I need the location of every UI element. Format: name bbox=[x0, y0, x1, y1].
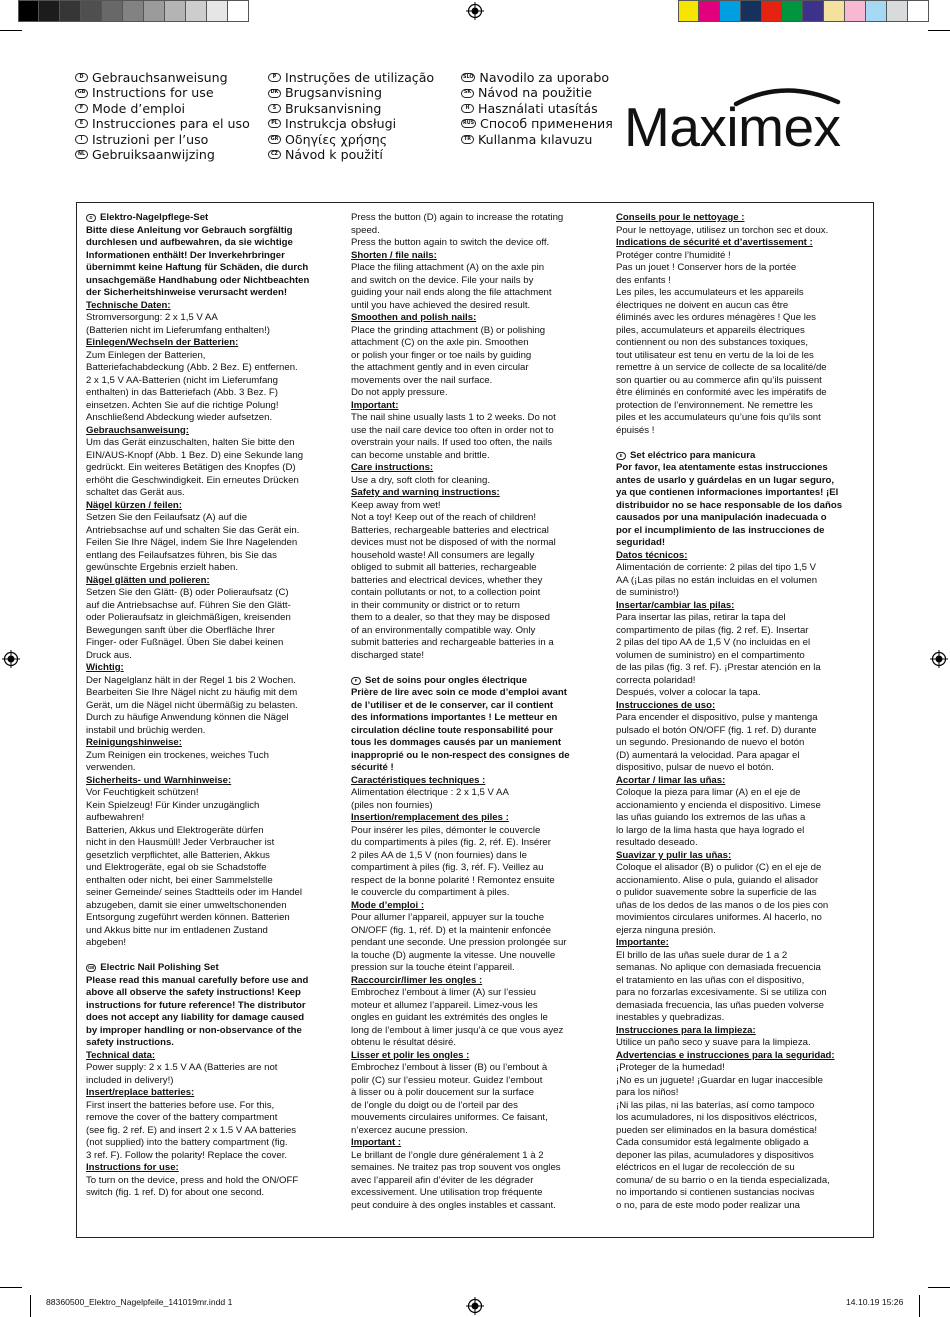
country-code-badge: S bbox=[268, 104, 281, 113]
language-list-3 bbox=[461, 70, 613, 147]
country-code-badge: DK bbox=[268, 89, 281, 98]
gray-swatch bbox=[102, 0, 123, 22]
subheading: Suavizar y pulir las uñas: bbox=[616, 849, 732, 861]
language-label: Gebruiksaanwijzing bbox=[92, 146, 215, 162]
paragraph: Alimentación de corriente: 2 pilas del tipo 1,5 V AA (¡Las pilas no están incluidas en el volumen de suministro!) bbox=[616, 562, 818, 598]
gray-swatch bbox=[39, 0, 60, 22]
paragraph: Place the filing attachment (A) on the axle pin and switch on the device. File your nails by guiding your nail ends along the file attachment until you have achieved the desired result. bbox=[351, 262, 552, 311]
grayscale-color-bar bbox=[18, 0, 249, 22]
registration-mark-icon bbox=[466, 1297, 484, 1315]
country-code-badge: I bbox=[75, 135, 88, 144]
intro-paragraph: Prière de lire avec soin ce mode d’emploi avant de l’utiliser et de le conserver, car il contient des informations importantes ! Le metteur en circulation décline toute responsabilité pour tous les dommages causés par un maniement inapproprié ou le non-respect des consignes de sécurité ! bbox=[351, 687, 570, 773]
gray-swatch bbox=[60, 0, 81, 22]
subheading: Insertion/remplacement des piles : bbox=[351, 812, 509, 823]
paragraph: Place the grinding attachment (B) or polishing attachment (C) on the axle pin. Smoothen or polish your finger or toe nails by guiding the attachment gently and in even circular movements over the nail surface. Do not apply pressure. bbox=[351, 324, 546, 398]
section-title-text: Elektro-Nagelpflege-Set bbox=[100, 212, 209, 223]
country-code-badge: NL bbox=[75, 150, 88, 159]
language-item bbox=[268, 147, 434, 162]
gray-swatch bbox=[207, 0, 228, 22]
subheading: Sicherheits- und Warnhinweise: bbox=[86, 774, 232, 786]
subheading: Nägel glätten und polieren: bbox=[86, 574, 210, 586]
intro-paragraph: Bitte diese Anleitung vor Gebrauch sorgfältig durchlesen und aufbewahren, da sie wichtige Informationen enthält! Der Inverkehrbringer übernimmt keine Haftung für Schäden, die durch unsachgemäße Handhabung oder Nichtbeachten der Sicherheitshinweise verursacht werden! bbox=[86, 224, 310, 298]
paragraph: ¡Proteger de la humedad! ¡No es un juguete! ¡Guardar en lugar inaccesible para los niños! ¡Ni las pilas, ni las baterías, así como tampoco los acumuladores, ni los dispositivos eléctricos, pueden ser eliminados en la basura doméstica! Cada consumidor está legalmente obligado a deponer las pilas, acumuladores y dispositivos eléctricos en el lugar de recolección de su comuna/ de su barrio o en la tienda especializada, no importando si contienen sustancias nocivas o no, para de este modo poder realizar una bbox=[616, 1062, 830, 1211]
section-title bbox=[86, 212, 322, 225]
crop-mark bbox=[0, 1287, 22, 1288]
registration-mark-icon bbox=[466, 2, 484, 20]
gray-swatch bbox=[228, 0, 249, 22]
spacer bbox=[86, 950, 322, 963]
subheading: Insert/replace batteries: bbox=[86, 1087, 195, 1098]
crop-mark bbox=[0, 30, 22, 31]
section-title-text: Electric Nail Polishing Set bbox=[100, 962, 219, 973]
language-item bbox=[268, 85, 434, 100]
paragraph: Setzen Sie den Feilaufsatz (A) auf die Antriebsachse auf und schalten Sie das Gerät ein. Feilen Sie Ihre Nägel, indem Sie Ihre Nagelenden entlang des Feilaufsatzes führen, bis Sie das gewünschte Ergebnis erzielt haben. bbox=[86, 512, 300, 573]
subheading: Lisser et polir les ongles : bbox=[351, 1049, 470, 1061]
subheading: Advertencias e instrucciones para la seguridad: bbox=[616, 1049, 835, 1061]
crop-mark bbox=[919, 1295, 920, 1317]
language-label: Bruksanvisning bbox=[285, 100, 382, 116]
language-item bbox=[75, 70, 250, 85]
subheading: Gebrauchsanweisung: bbox=[86, 424, 189, 436]
subheading: Wichtig: bbox=[86, 662, 124, 673]
paragraph: El brillo de las uñas suele durar de 1 a 2 semanas. No aplique con demasiada frecuencia el tratamiento en las uñas con el dispositivo, para no forzarlas excesivamente. Si se utiliza con demasiada frecuencia, las uñas pueden volverse inestables y quebradizas. bbox=[616, 949, 827, 1023]
language-item bbox=[461, 70, 613, 85]
subheading: Important: bbox=[351, 399, 399, 411]
color-swatch bbox=[866, 0, 887, 22]
paragraph: Vor Feuchtigkeit schützen! Kein Spielzeug! Für Kinder unzugänglich aufbewahren! Batterien, Akkus und Elektrogeräte dürfen nicht in den Hausmüll! Jeder Verbraucher ist gesetzlich verpflichtet, alle Batterien, Akkus und Elektrogeräte, egal ob sie Schadstoffe enthalten oder nicht, bei einer Sammelstelle seiner Gemeinde/ seines Stadtteils oder im Handel abzugeben, damit sie einer umweltschonenden Entsorgung zugeführt werden können. Batterien und Akkus bitte nur im entladenen Zustand abgeben! bbox=[86, 787, 302, 948]
language-item bbox=[461, 85, 613, 100]
language-label: Instrucciones para el uso bbox=[92, 116, 250, 132]
gray-swatch bbox=[165, 0, 186, 22]
paragraph: Pour allumer l’appareil, appuyer sur la touche ON/OFF (fig. 1, réf. D) et la maintenir enfoncée pendant une seconde. Une pression prolongée sur la touche (D) augmente la vitesse. Une nouvelle pression sur la touche éteint l’appareil. bbox=[351, 912, 567, 973]
paragraph: Le brillant de l’ongle dure généralement 1 à 2 semaines. Ne traitez pas trop souvent vos ongles avec l’appareil afin d’éviter de les dégrader excessivement. Une utilisation trop fréquente peut conduire à des ongles instables et cassant. bbox=[351, 1149, 561, 1211]
language-label: Οδηγίες χρήσης bbox=[285, 131, 388, 147]
language-label: Instructions for use bbox=[92, 85, 214, 101]
gray-swatch bbox=[144, 0, 165, 22]
language-item bbox=[75, 132, 250, 147]
paragraph: To turn on the device, press and hold the ON/OFF switch (fig. 1 ref. D) for about one second. bbox=[86, 1174, 299, 1198]
language-item bbox=[268, 101, 434, 116]
country-code-badge: GR bbox=[268, 135, 281, 144]
subheading: Caractéristiques techniques : bbox=[351, 774, 486, 786]
color-swatch bbox=[824, 0, 845, 22]
color-swatch bbox=[887, 0, 908, 22]
language-item bbox=[268, 132, 434, 147]
paragraph: First insert the batteries before use. For this, remove the cover of the battery compartment (see fig. 2 ref. E) and insert 2 x 1.5 V AA batteries (not supplied) into the battery compartment (fig. 3 ref. F). Follow the polarity! Replace the cover. bbox=[86, 1099, 297, 1161]
gray-swatch bbox=[81, 0, 102, 22]
subheading: Important : bbox=[351, 1137, 402, 1148]
footer-timestamp: 14.10.19 15:26 bbox=[846, 1297, 904, 1307]
section-title bbox=[351, 675, 587, 688]
process-color-bar bbox=[678, 0, 929, 22]
language-label: Instrukcja obsługi bbox=[285, 116, 397, 132]
paragraph: Zum Reinigen ein trockenes, weiches Tuch verwenden. bbox=[86, 749, 269, 773]
language-item bbox=[75, 147, 250, 162]
subheading: Instrucciones para la limpieza: bbox=[616, 1024, 756, 1036]
language-list-1 bbox=[75, 70, 250, 162]
paragraph: Der Nagelglanz hält in der Regel 1 bis 2 Wochen. Bearbeiten Sie Ihre Nägel nicht zu häufig mit dem Gerät, um die Nägel nicht übermäßig zu belasten. Durch zu häufige Anwendung können die Nägel instabil und brüchig werden. bbox=[86, 674, 298, 736]
crop-mark bbox=[30, 1295, 31, 1317]
country-code-badge: E bbox=[616, 452, 626, 460]
language-label: Navodilo za uporabo bbox=[479, 70, 610, 85]
color-swatch bbox=[720, 0, 741, 22]
subheading: Instructions for use: bbox=[86, 1162, 179, 1173]
language-label: Kullanma kılavuzu bbox=[478, 131, 593, 147]
color-swatch bbox=[782, 0, 803, 22]
maximex-logo bbox=[624, 82, 880, 162]
color-swatch bbox=[908, 0, 929, 22]
language-item bbox=[75, 101, 250, 116]
country-code-badge: PL bbox=[268, 119, 281, 128]
subheading: Einlegen/Wechseln der Batterien: bbox=[86, 337, 239, 348]
country-code-badge: H bbox=[461, 104, 474, 113]
paragraph: Coloque el alisador (B) o pulidor (C) en el eje de accionamiento. Alise o pula, guiando el alisador o pulidor suavemente sobre la superficie de las uñas de los dedos de las manos o de los pies con movimientos circulares uniformes. Al hacerlo, no ejerza ninguna presión. bbox=[616, 862, 829, 936]
language-list-2 bbox=[268, 70, 434, 162]
paragraph: Pour le nettoyage, utilisez un torchon sec et doux. bbox=[616, 224, 829, 236]
country-code-badge: D bbox=[86, 214, 96, 222]
language-label: Istruzioni per l’uso bbox=[92, 131, 209, 147]
section-title bbox=[86, 962, 322, 975]
subheading: Care instructions: bbox=[351, 462, 434, 473]
gray-swatch bbox=[123, 0, 144, 22]
subheading: Insertar/cambiar las pilas: bbox=[616, 599, 735, 611]
language-item bbox=[268, 70, 434, 85]
paragraph: Embrochez l’embout à limer (A) sur l’essieu moteur et allumez l’appareil. Limez-vous les ongles en guidant les extrémités des ongles le long de l’embout à limer jusqu’à ce que vous ayez obtenu le résultat désiré. bbox=[351, 987, 564, 1048]
paragraph: Um das Gerät einzuschalten, halten Sie bitte den EIN/AUS-Knopf (Abb. 1 Bez. D) eine Sekunde lang gedrückt. Ein weiteres Betätigen des Knopfes (D) erhöht die Geschwindigkeit. Ein erneutes Drücken schaltet das Gerät aus. bbox=[86, 437, 304, 498]
subheading: Safety and warning instructions: bbox=[351, 487, 500, 498]
paragraph: Power supply: 2 x 1.5 V AA (Batteries are not included in delivery!) bbox=[86, 1062, 278, 1086]
language-item bbox=[461, 116, 613, 131]
language-label: Brugsanvisning bbox=[285, 85, 383, 101]
subheading: Indications de sécurité et d’avertissement : bbox=[616, 237, 813, 248]
paragraph: Alimentation électrique : 2 x 1,5 V AA (piles non fournies) bbox=[351, 787, 509, 811]
section-title bbox=[616, 450, 852, 463]
country-code-badge: GB bbox=[75, 89, 88, 98]
subheading: Reinigungshinweise: bbox=[86, 737, 182, 748]
language-item bbox=[75, 116, 250, 131]
paragraph: Pour insérer les piles, démonter le couvercle du compartiments à piles (fig. 2, réf. E). Insérer 2 piles AA de 1,5 V (non fournies) dans le compartiment à piles (fig. 3, réf. F). Veillez au respect de la bonne polarité ! Remontez ensuite le couvercle du compartiment à piles. bbox=[351, 824, 555, 898]
text-column-2 bbox=[351, 212, 587, 1212]
paragraph: Coloque la pieza para limar (A) en el eje de accionamiento y encienda el dispositivo. Limese las uñas guiando los extremos de las uñas a lo largo de la lima hasta que haya logrado el resultado deseado. bbox=[616, 787, 821, 848]
paragraph: Embrochez l’embout à lisser (B) ou l’embout à polir (C) sur l’essieu moteur. Guidez l’embout à lisser ou à polir doucement sur la surface de l’ongle du doigt ou de l’orteil par des mouvements circulaires uniformes. Ce faisant, n’exercez aucune pression. bbox=[351, 1062, 548, 1136]
country-code-badge: F bbox=[75, 104, 88, 113]
text-column-3 bbox=[616, 212, 852, 1212]
color-swatch bbox=[741, 0, 762, 22]
spacer bbox=[351, 662, 587, 675]
subheading: Instrucciones de uso: bbox=[616, 699, 716, 711]
registration-mark-icon bbox=[930, 650, 948, 668]
color-swatch bbox=[699, 0, 720, 22]
language-label: Mode d’emploi bbox=[92, 100, 186, 116]
country-code-badge: F bbox=[351, 677, 361, 685]
language-item bbox=[461, 101, 613, 116]
spacer bbox=[616, 437, 852, 450]
paragraph: Press the button (D) again to increase the rotating speed. Press the button again to switch the device off. bbox=[351, 212, 564, 248]
country-code-badge: GB bbox=[86, 964, 96, 972]
language-item bbox=[268, 116, 434, 131]
subheading: Technical data: bbox=[86, 1049, 156, 1061]
text-column-1 bbox=[86, 212, 322, 1200]
country-code-badge: SLO bbox=[461, 73, 475, 82]
registration-mark-icon bbox=[2, 650, 20, 668]
subheading: Nägel kürzen / feilen: bbox=[86, 499, 182, 511]
crop-mark bbox=[928, 30, 950, 31]
subheading: Datos técnicos: bbox=[616, 549, 688, 561]
country-code-badge: TR bbox=[461, 135, 474, 144]
subheading: Mode d’emploi : bbox=[351, 899, 425, 911]
intro-paragraph: Por favor, lea atentamente estas instrucciones antes de usarlo y guárdelas en un lugar seguro, ya que contienen informaciones importantes! ¡El distribuidor no se hace responsable de los daños causados por una manipulación inadecuada o por el incumplimiento de las instrucciones de seguridad! bbox=[616, 462, 843, 548]
subheading: Smoothen and polish nails: bbox=[351, 312, 477, 323]
language-label: Návod k použití bbox=[285, 146, 383, 162]
subheading: Importante: bbox=[616, 937, 669, 948]
paragraph: Stromversorgung: 2 x 1,5 V AA (Batterien nicht im Lieferumfang enthalten!) bbox=[86, 312, 270, 336]
color-swatch bbox=[845, 0, 866, 22]
country-code-badge: D bbox=[75, 73, 88, 82]
subheading: Conseils pour le nettoyage : bbox=[616, 212, 745, 223]
country-code-badge: E bbox=[75, 119, 88, 128]
paragraph: Utilice un paño seco y suave para la limpieza. bbox=[616, 1037, 811, 1048]
color-swatch bbox=[803, 0, 824, 22]
subheading: Acortar / limar las uñas: bbox=[616, 774, 726, 786]
section-title-text: Set de soins pour ongles électrique bbox=[365, 674, 528, 686]
language-label: Способ применения bbox=[480, 116, 613, 132]
gray-swatch bbox=[186, 0, 207, 22]
country-code-badge: RUS bbox=[461, 119, 476, 128]
color-swatch bbox=[762, 0, 783, 22]
language-label: Návod na použitie bbox=[478, 85, 592, 101]
section-title-text: Set eléctrico para manicura bbox=[630, 449, 756, 461]
country-code-badge: SK bbox=[461, 89, 474, 98]
paragraph: Protéger contre l’humidité ! Pas un jouet ! Conserver hors de la portée des enfants ! Les piles, les accumulateurs et les appareils électriques ne doivent en aucun cas être éliminés avec les ordures ménagères ! Que les piles, accumulateurs et appareils électriques contiennent ou non des substances toxiques, tout utilisateur est tenu en vertu de la loi de les remettre à un service de collecte de sa localité/de son quartier ou au commerce afin qu’ils puissent être éliminés en conformité avec les impératifs de protection de l’environnement. Ne remettre les piles et les accumulateurs qu’une fois qu’ils sont épuisés ! bbox=[616, 249, 827, 436]
paragraph: Setzen Sie den Glätt- (B) oder Polieraufsatz (C) auf die Antriebsachse auf. Führen Sie den Glätt- oder Polieraufsatz in gleichmäßigen, kreisenden Bewegungen sanft über die Oberfläche Ihrer Finger- oder Fußnägel. Üben Sie dabei keinen Druck aus. bbox=[86, 587, 291, 661]
gray-swatch bbox=[18, 0, 39, 22]
paragraph: Para insertar las pilas, retirar la tapa del compartimento de pilas (fig. 2 ref. E). Insertar 2 pilas del tipo AA de 1,5 V (no incluidas en el volumen de suministro) en el compartimento de las pilas (fig. 3 ref. F). ¡Prestar atención en la correcta polaridad! Después, volver a colocar la tapa. bbox=[616, 612, 821, 698]
paragraph: Keep away from wet! Not a toy! Keep out of the reach of children! Batteries, rechargeable batteries and electrical devices must not be disposed of with the normal household waste! All consumers are legally obliged to submit all batteries, rechargeable batteries and electrical devices, whether they contain pollutants or not, to a collection point in their community or district or to return them to a dealer, so that they may be disposed of an environmentally compatible way. Only submit batteries and rechargeable batteries in a discharged state! bbox=[351, 499, 556, 661]
subheading: Raccourcir/limer les ongles : bbox=[351, 974, 483, 986]
language-label: Instruções de utilização bbox=[285, 70, 435, 85]
subheading: Shorten / file nails: bbox=[351, 249, 437, 261]
crop-mark bbox=[928, 1287, 950, 1288]
intro-paragraph: Please read this manual carefully before use and above all observe the safety instructions! Keep instructions for future reference! The distributor does not accept any liability for damage caused by improper handling or non-observance of the safety instructions. bbox=[86, 974, 309, 1048]
country-code-badge: CZ bbox=[268, 150, 281, 159]
language-label: Használati utasítás bbox=[478, 100, 598, 116]
logo-wordmark: Maximex bbox=[624, 96, 841, 158]
language-label: Gebrauchsanweisung bbox=[92, 70, 228, 85]
color-swatch bbox=[678, 0, 699, 22]
paragraph: Para encender el dispositivo, pulse y mantenga pulsado el botón ON/OFF (fig. 1 ref. D) durante un segundo. Presionando de nuevo el botón (D) aumentará la velocidad. Para apagar el dispositivo, pulsar de nuevo el botón. bbox=[616, 712, 818, 773]
language-item bbox=[75, 85, 250, 100]
paragraph: Use a dry, soft cloth for cleaning. bbox=[351, 474, 490, 486]
country-code-badge: P bbox=[268, 73, 281, 82]
language-item bbox=[461, 132, 613, 147]
paragraph: The nail shine usually lasts 1 to 2 weeks. Do not use the nail care device too often in order not to overstrain your nails. If used too often, the nails can become unstable and brittle. bbox=[351, 412, 556, 461]
subheading: Technische Daten: bbox=[86, 299, 171, 311]
footer-filename: 88360500_Elektro_Nagelpfeile_141019mr.indd 1 bbox=[46, 1297, 233, 1307]
paragraph: Zum Einlegen der Batterien, Batteriefachabdeckung (Abb. 2 Bez. E) entfernen. 2 x 1,5 V AA-Batterien (nicht im Lieferumfang enthalten) in das Batteriefach (Abb. 3 Bez. F) einsetzen. Achten Sie auf die richtige Polung! Anschließend Abdeckung wieder aufsetzen. bbox=[86, 349, 298, 423]
